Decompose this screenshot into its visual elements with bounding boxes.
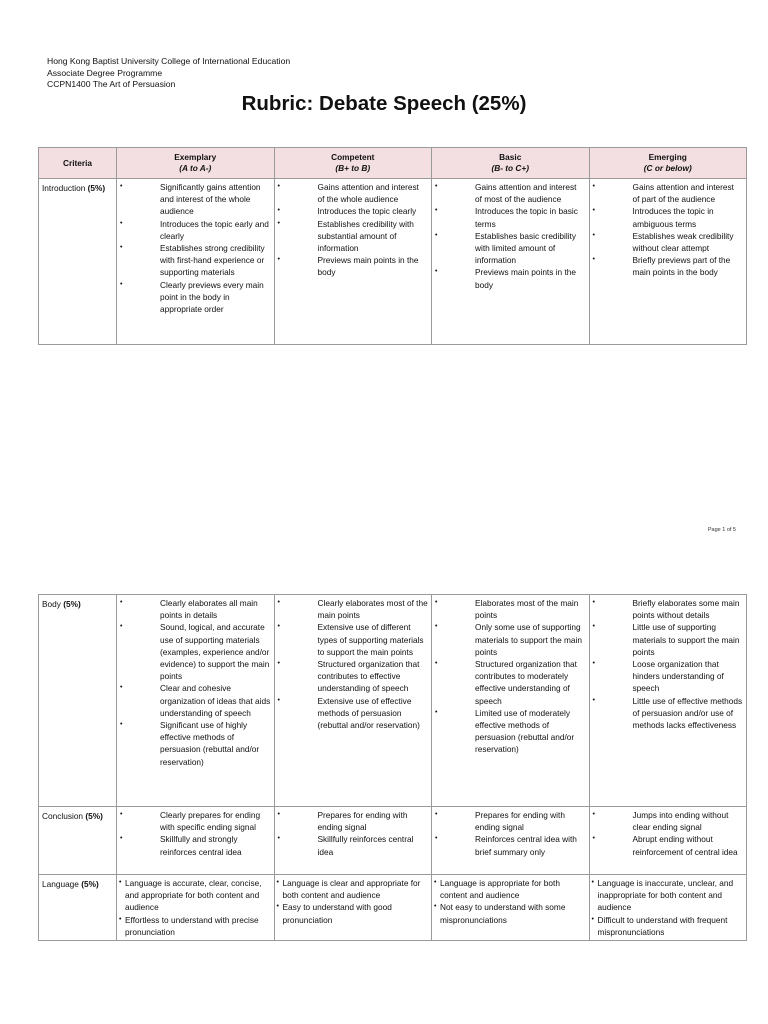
list-item: • Establishes credibility with substantial amount of information bbox=[278, 218, 429, 255]
list-item: • Previews main points in the body bbox=[435, 266, 586, 290]
list-item: • Gains attention and interest of part of the audience bbox=[593, 181, 744, 205]
list-item: • Previews main points in the body bbox=[278, 254, 429, 278]
list-item: • Skillfully reinforces central idea bbox=[278, 833, 429, 857]
document-header bbox=[47, 56, 290, 91]
basic-cell bbox=[432, 875, 590, 941]
list-item: • Language is accurate, clear, concise, and appropriate for both content and audience bbox=[119, 877, 271, 914]
basic-cell bbox=[432, 595, 590, 807]
list-item: • Establishes strong credibility with first-hand experience or supporting materials bbox=[120, 242, 271, 279]
emerging-cell bbox=[589, 875, 747, 941]
institution-name: Hong Kong Baptist University College of International Education bbox=[47, 56, 291, 66]
list-item: • Introduces the topic in ambiguous terms bbox=[593, 205, 744, 229]
programme-name: Associate Degree Programme bbox=[47, 67, 163, 78]
list-item: • Significantly gains attention and interest of the whole audience bbox=[120, 181, 271, 218]
criteria-cell: Language (5%) bbox=[39, 875, 117, 941]
list-item: • Clearly previews every main point in the body in appropriate order bbox=[120, 279, 271, 316]
list-item: • Little use of effective methods of persuasion and/or use of methods lacks effectiveness bbox=[593, 695, 744, 732]
emerging-cell bbox=[589, 595, 747, 807]
list-item: • Clearly elaborates all main points in details bbox=[120, 597, 271, 621]
exemplary-cell bbox=[117, 875, 275, 941]
list-item: • Extensive use of effective methods of persuasion (rebuttal and/or reservation) bbox=[278, 695, 429, 732]
basic-header: Basic (B- to C+) bbox=[432, 148, 590, 179]
list-item: • Limited use of moderately effective methods of persuasion (rebuttal and/or reservation) bbox=[435, 707, 586, 756]
list-item: • Establishes basic credibility with limited amount of information bbox=[435, 230, 586, 267]
list-item: • Clearly elaborates most of the main points bbox=[278, 597, 429, 621]
criteria-cell: Introduction (5%) bbox=[39, 179, 117, 345]
list-item: • Introduces the topic clearly bbox=[278, 205, 429, 217]
table-row bbox=[39, 807, 747, 875]
list-item: • Introduces the topic in basic terms bbox=[435, 205, 586, 229]
list-item: • Structured organization that contributes to moderately effective understanding of speech bbox=[435, 658, 586, 707]
list-item: • Gains attention and interest of the whole audience bbox=[278, 181, 429, 205]
list-item: • Language is appropriate for both content and audience bbox=[434, 877, 586, 901]
list-item: • Prepares for ending with ending signal bbox=[435, 809, 586, 833]
list-item: • Loose organization that hinders understanding of speech bbox=[593, 658, 744, 695]
exemplary-header: Exemplary (A to A-) bbox=[117, 148, 275, 179]
competent-header: Competent (B+ to B) bbox=[274, 148, 432, 179]
list-item: • Briefly elaborates some main points without details bbox=[593, 597, 744, 621]
page-number: Page 1 of 5 bbox=[707, 527, 736, 533]
list-item: • Prepares for ending with ending signal bbox=[278, 809, 429, 833]
list-item: • Little use of supporting materials to support the main points bbox=[593, 621, 744, 658]
list-item: • Extensive use of different types of supporting materials to support the main points bbox=[278, 621, 429, 658]
list-item: • Difficult to understand with frequent mispronunciations bbox=[592, 914, 744, 938]
criteria-cell: Body (5%) bbox=[39, 595, 117, 807]
course-name: CCPN1400 The Art of Persuasion bbox=[47, 79, 176, 89]
table-row bbox=[39, 875, 747, 941]
list-item: • Not easy to understand with some mispronunciations bbox=[434, 901, 586, 925]
table-row bbox=[39, 595, 747, 807]
basic-cell bbox=[432, 179, 590, 345]
competent-cell bbox=[274, 807, 432, 875]
basic-cell bbox=[432, 807, 590, 875]
exemplary-cell bbox=[117, 595, 275, 807]
criteria-cell: Conclusion (5%) bbox=[39, 807, 117, 875]
emerging-cell bbox=[589, 807, 747, 875]
list-item: • Language is clear and appropriate for both content and audience bbox=[277, 877, 429, 901]
rubric-table-page-2 bbox=[38, 594, 747, 941]
list-item: • Significant use of highly effective methods of persuasion (rebuttal and/or reservation) bbox=[120, 719, 271, 768]
list-item: • Jumps into ending without clear ending signal bbox=[593, 809, 744, 833]
table-row bbox=[39, 179, 747, 345]
list-item: • Structured organization that contributes to effective understanding of speech bbox=[278, 658, 429, 695]
rubric-table-page-1 bbox=[38, 147, 747, 345]
competent-cell bbox=[274, 179, 432, 345]
list-item: • Establishes weak credibility without clear attempt bbox=[593, 230, 744, 254]
list-item: • Sound, logical, and accurate use of supporting materials (examples, experience and/or evidence) to support the main points bbox=[120, 621, 271, 682]
list-item: • Only some use of supporting materials to support the main points bbox=[435, 621, 586, 658]
emerging-header: Emerging (C or below) bbox=[589, 148, 747, 179]
list-item: • Clear and cohesive organization of ideas that aids understanding of speech bbox=[120, 682, 271, 719]
list-item: • Briefly previews part of the main points in the body bbox=[593, 254, 744, 278]
list-item: • Language is inaccurate, unclear, and inappropriate for both content and audience bbox=[592, 877, 744, 914]
list-item: • Easy to understand with good pronunciation bbox=[277, 901, 429, 925]
competent-cell bbox=[274, 875, 432, 941]
list-item: • Reinforces central idea with brief summary only bbox=[435, 833, 586, 857]
criteria-header: Criteria bbox=[39, 148, 117, 179]
exemplary-cell bbox=[117, 807, 275, 875]
list-item: • Gains attention and interest of most of the audience bbox=[435, 181, 586, 205]
exemplary-cell bbox=[117, 179, 275, 345]
list-item: • Elaborates most of the main points bbox=[435, 597, 586, 621]
list-item: • Abrupt ending without reinforcement of central idea bbox=[593, 833, 744, 857]
list-item: • Effortless to understand with precise pronunciation bbox=[119, 914, 271, 938]
emerging-cell bbox=[589, 179, 747, 345]
list-item: • Clearly prepares for ending with specific ending signal bbox=[120, 809, 271, 833]
list-item: • Skillfully and strongly reinforces central idea bbox=[120, 833, 271, 857]
page-title: Rubric: Debate Speech (25%) bbox=[241, 92, 527, 115]
competent-cell bbox=[274, 595, 432, 807]
table-header-row bbox=[39, 148, 747, 179]
list-item: • Introduces the topic early and clearly bbox=[120, 218, 271, 242]
